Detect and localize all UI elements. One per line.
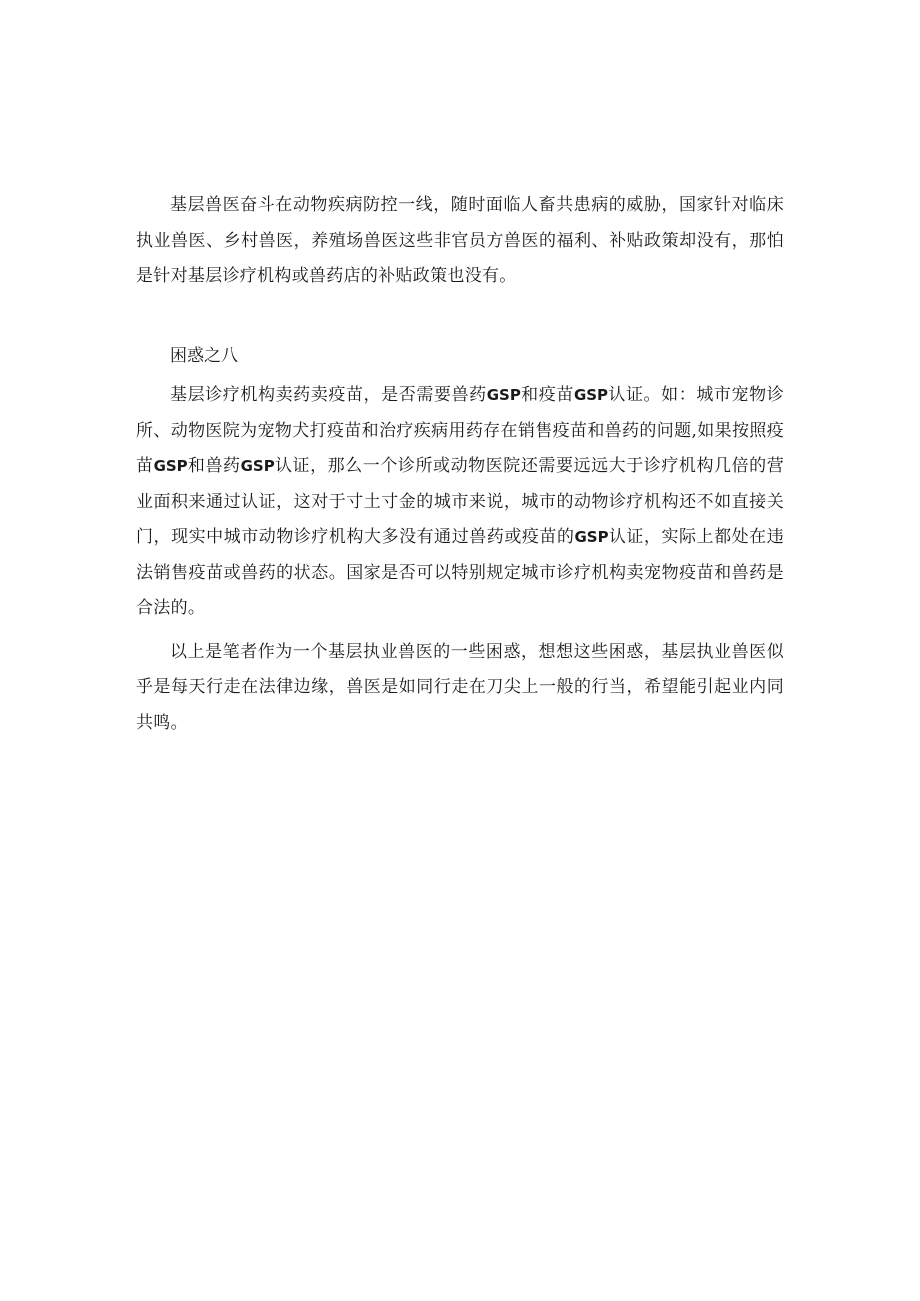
paragraph-welfare-policy: 基层兽医奋斗在动物疾病防控一线，随时面临人畜共患病的威胁，国家针对临床执业兽医、乡村兽医，养殖场兽医这些非官员方兽医的福利、补贴政策却没有，那怕是针对基层诊疗机构或兽药店的补贴政策也没有。	[136, 195, 784, 286]
spacer	[136, 627, 784, 635]
gsp-term: GSP	[573, 386, 609, 404]
document-body	[136, 188, 784, 741]
gsp-term: GSP	[153, 457, 188, 475]
gsp-term: GSP	[574, 528, 609, 546]
gsp-term: GSP	[240, 457, 275, 475]
section-heading: 困惑之八	[170, 345, 238, 366]
paragraph-conclusion: 以上是笔者作为一个基层执业兽医的一些困惑，想想这些困惑，基层执业兽医似乎是每天行走在法律边缘，兽医是如同行走在刀尖上一般的行当，希望能引起业内同共鸣。	[136, 641, 784, 733]
gsp-term: GSP	[486, 386, 521, 404]
paragraph-gsp-certification: 基层诊疗机构卖药卖疫苗，是否需要兽药GSP和疫苗GSP认证。如：城市宠物诊所、动物医院为宠物犬打疫苗和治疗疾病用药存在销售疫苗和兽药的问题,如果按照疫苗GSP和兽药GSP认证，那么一个诊所或动物医院还需要远远大于诊疗机构几倍的营业面积来通过认证，这对于寸土寸金的城市来说，城市的动物诊疗机构还不如直接关门，现实中城市动物诊疗机构大多没有通过兽药或疫苗的GSP认证，实际上都处在违法销售疫苗或兽药的状态。国家是否可以特别规定城市诊疗机构卖宠物疫苗和兽药是合法的。	[136, 385, 785, 618]
spacer	[136, 295, 784, 339]
